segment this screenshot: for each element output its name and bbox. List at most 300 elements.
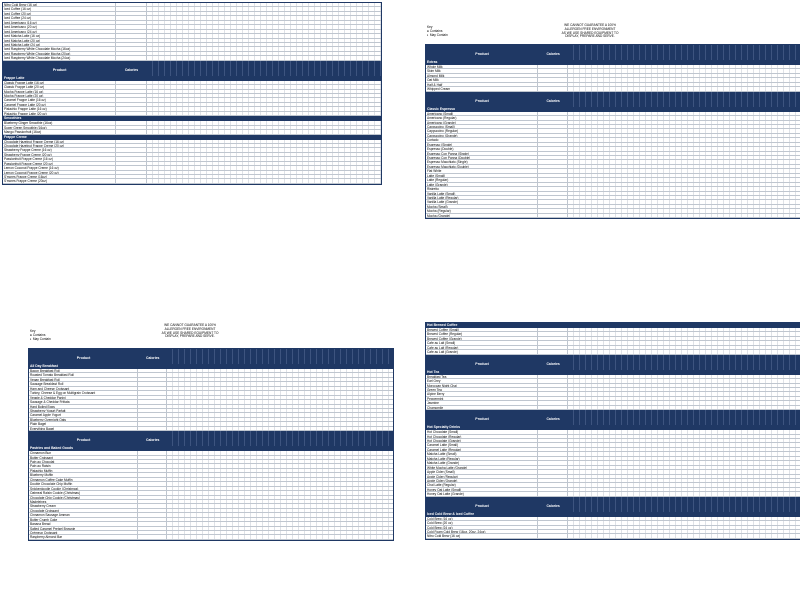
product-name: Mocha Frappe Latte (20 oz) [3, 94, 116, 97]
product-name: Cortado [426, 138, 538, 141]
product-name: Chocolate Hazelnut Frappe Creme (16 oz) [3, 140, 116, 143]
allergen-cells [167, 378, 393, 381]
product-name: Pistachio Frappe Latte (16 oz) [3, 107, 116, 110]
table-header [426, 497, 800, 512]
product-name: Alpine Berry [426, 392, 538, 395]
calories-cell [538, 384, 568, 387]
allergen-cells [147, 21, 381, 24]
table-row [426, 214, 800, 218]
product-name: Matcha Latte (Regular) [426, 457, 538, 460]
product-name: Espresso Con Panna (Double) [426, 156, 538, 159]
allergen-cells [568, 341, 800, 344]
allergen-cells [147, 130, 381, 133]
product-name: Cold Brew (20 oz) [426, 521, 538, 524]
calories-cell [138, 513, 167, 516]
allergen-cells [167, 418, 393, 421]
product-name: Apple Cider (Small) [426, 470, 538, 473]
rows-iced-cold-brew [426, 517, 800, 539]
product-name: Espresso Con Panna (Single) [426, 152, 538, 155]
allergen-cells [167, 527, 393, 530]
allergen-cells [167, 382, 393, 385]
allergen-cells [147, 85, 381, 88]
product-name: Strawberry Cream [29, 504, 138, 507]
header-calories: Calories [546, 52, 560, 56]
calories-cell [116, 103, 146, 106]
header-calories: Calories [546, 361, 560, 366]
allergen-cells [167, 469, 393, 472]
calories-cell [138, 478, 167, 481]
calories-cell [116, 112, 146, 115]
allergen-cells [568, 406, 800, 409]
product-name: Vanilla Latte (Small) [426, 192, 538, 195]
calories-cell [538, 125, 568, 128]
calories-cell [116, 166, 146, 169]
calories-cell [138, 456, 167, 459]
product-name: Salted Caramel Pretzel Brownie [29, 527, 138, 530]
product-name: Blueberry Muffin [29, 473, 138, 476]
product-name: Hard Boiled Eggs [29, 405, 138, 408]
allergen-cells [147, 175, 381, 178]
header-product: Product [475, 52, 489, 56]
allergen-cells [147, 162, 381, 165]
product-name: Sausage Breakfast Roll [29, 382, 138, 385]
allergen-cells [167, 513, 393, 516]
calories-cell [116, 148, 146, 151]
half-dot-icon: ◐ [30, 336, 32, 341]
allergen-cells [167, 496, 393, 499]
calories-cell [538, 439, 568, 442]
calories-cell [116, 130, 146, 133]
product-name: Espresso Macchiato (Double) [426, 165, 538, 168]
calories-cell [138, 504, 167, 507]
product-name: Iced Matcha Latte (16 oz) [3, 34, 116, 37]
calories-cell [538, 69, 568, 72]
allergen-cells [167, 387, 393, 390]
product-name: Vanilla Latte (Regular) [426, 196, 538, 199]
rows-pastries [29, 451, 393, 540]
product-name: Double Chocolate Chip Muffin [29, 482, 138, 485]
calories-cell [538, 156, 568, 159]
product-name: Strawberry Frappe Creme (20 oz) [3, 153, 116, 156]
product-name: Whipped Cream [426, 87, 538, 90]
calories-cell [538, 183, 568, 186]
product-name: Cinnamon Bun [29, 451, 138, 454]
table-header [426, 45, 800, 60]
allergen-cells [167, 400, 393, 403]
allergen-key [30, 330, 51, 341]
allergen-cells [147, 3, 381, 6]
table-header [3, 61, 381, 76]
calories-cell [138, 400, 167, 403]
calories-cell [538, 443, 568, 446]
allergen-cells [568, 379, 800, 382]
allergen-cells [568, 435, 800, 438]
allergen-cells [568, 401, 800, 404]
table-cold-drinks [2, 2, 382, 185]
allergen-cells [568, 138, 800, 141]
calories-cell [538, 192, 568, 195]
calories-cell [538, 160, 568, 163]
allergen-cells [568, 337, 800, 340]
calories-cell [138, 482, 167, 485]
allergen-cells [568, 129, 800, 132]
calories-cell [538, 116, 568, 119]
product-name: Cinnamon Coffee Cake Muffin [29, 478, 138, 481]
header-product: Product [475, 361, 489, 366]
allergen-cells [147, 12, 381, 15]
header-calories: Calories [546, 503, 560, 508]
calories-cell [538, 492, 568, 495]
calories-cell [538, 526, 568, 529]
product-name: Jasmine [426, 401, 538, 404]
calories-cell [538, 187, 568, 190]
allergen-cells [167, 535, 393, 538]
allergen-cells [167, 473, 393, 476]
allergen-cells [167, 482, 393, 485]
filled-dot-icon: ● [427, 28, 429, 33]
header-allergen-columns [167, 431, 393, 446]
calories-cell [138, 378, 167, 381]
allergen-cells [147, 43, 381, 46]
allergen-cells [568, 332, 800, 335]
allergen-cells [568, 121, 800, 124]
allergen-cells [167, 518, 393, 521]
calories-cell [538, 138, 568, 141]
allergen-cells [147, 140, 381, 143]
allergen-cells [568, 488, 800, 491]
product-name: Earl Grey [426, 379, 538, 382]
calories-cell [538, 214, 568, 217]
allergen-cells [568, 448, 800, 451]
product-name: Mango Passionfruit (16oz) [3, 130, 116, 133]
allergen-cells [568, 200, 800, 203]
calories-cell [138, 373, 167, 376]
table-food [28, 348, 394, 541]
product-name: Espresso Macchiato (Single) [426, 160, 538, 163]
calories-cell [116, 90, 146, 93]
calories-cell [538, 521, 568, 524]
allergen-cells [147, 153, 381, 156]
allergen-cells [568, 397, 800, 400]
product-name: Brewed Coffee (Regular) [426, 332, 538, 335]
allergen-cells [568, 165, 800, 168]
calories-cell [116, 175, 146, 178]
allergen-cells [568, 346, 800, 349]
allergen-cells [568, 134, 800, 137]
calories-cell [538, 65, 568, 68]
allergen-cells [147, 144, 381, 147]
allergen-cells [147, 7, 381, 10]
allergen-cells [568, 534, 800, 537]
product-name: Cafe au Lait (Regular) [426, 346, 538, 349]
calories-cell [538, 152, 568, 155]
calories-cell [538, 196, 568, 199]
calories-cell [538, 346, 568, 349]
allergen-cells [568, 452, 800, 455]
product-name: Sausage & Cheddar Frittata [29, 400, 138, 403]
allergen-cells [147, 52, 381, 55]
calories-cell [538, 401, 568, 404]
key-may-contain: ◐ May Contain [427, 32, 448, 37]
allergen-cells [167, 396, 393, 399]
allergen-cells [147, 126, 381, 129]
calories-cell [538, 517, 568, 520]
calories-cell [116, 34, 146, 37]
calories-cell [138, 469, 167, 472]
product-name: Matcha Latte (Grande) [426, 461, 538, 464]
section-iced-cold-brew: Iced Cold Brew & Iced Coffee [426, 512, 800, 517]
product-name: Chai Latte (Regular) [426, 483, 538, 486]
allergen-cells [167, 456, 393, 459]
calories-cell [116, 121, 146, 124]
calories-cell [138, 460, 167, 463]
calories-cell [538, 143, 568, 146]
calories-cell [538, 341, 568, 344]
allergen-cells [568, 530, 800, 533]
table-row [3, 112, 381, 116]
product-name: Whole Milk [426, 65, 538, 68]
allergen-cells [167, 509, 393, 512]
header-allergen-columns [568, 92, 800, 107]
table-header [426, 355, 800, 370]
allergen-cells [167, 427, 393, 430]
product-name: Iced Coffee (20 oz) [3, 12, 116, 15]
calories-cell [138, 531, 167, 534]
allergen-cells [568, 187, 800, 190]
product-name: Honey Oat Latte (Grande) [426, 492, 538, 495]
allergen-cells [568, 384, 800, 387]
product-name: Americano (Small) [426, 112, 538, 115]
allergen-cells [568, 461, 800, 464]
calories-cell [538, 121, 568, 124]
calories-cell [138, 409, 167, 412]
allergen-cells [147, 171, 381, 174]
calories-cell [116, 85, 146, 88]
product-name: Brewed Coffee (Small) [426, 328, 538, 331]
rows-hot-specialty [426, 430, 800, 497]
product-name: Apple Cider (Regular) [426, 475, 538, 478]
calories-cell [138, 391, 167, 394]
allergen-cells [568, 143, 800, 146]
calories-cell [116, 12, 146, 15]
product-name: Half & Half [426, 83, 538, 86]
header-calories: Calories [546, 417, 560, 422]
calories-cell [138, 422, 167, 425]
product-name: Pistachio Frappe Latte (20 oz) [3, 112, 116, 115]
product-name: Iced Americano (20 oz) [3, 25, 116, 28]
allergen-cells [568, 183, 800, 186]
allergen-cells [568, 521, 800, 524]
allergen-cells [167, 487, 393, 490]
rows-breakfast [29, 369, 393, 431]
allergen-cells [167, 409, 393, 412]
allergen-cells [147, 148, 381, 151]
table-header [426, 92, 800, 107]
calories-cell [538, 350, 568, 353]
product-name: Classic Frappe Latte (20 oz) [3, 85, 116, 88]
allergen-cells [568, 439, 800, 442]
product-name: Caramel Latte (Regular) [426, 448, 538, 451]
section-hot-tea: Hot Tea [426, 370, 800, 375]
calories-cell [116, 3, 146, 6]
allergen-cells [147, 157, 381, 160]
allergen-cells [568, 69, 800, 72]
calories-cell [138, 535, 167, 538]
product-name: Crémeux Croissant [29, 531, 138, 534]
product-name: Hot Chocolate (Small) [426, 430, 538, 433]
calories-cell [538, 165, 568, 168]
calories-cell [538, 448, 568, 451]
table-row [3, 179, 381, 183]
key-may-contain: ◐ May Contain [30, 336, 51, 341]
calories-cell [138, 496, 167, 499]
allergen-cells [167, 451, 393, 454]
product-name: Caramel Frappe Latte (16 oz) [3, 98, 116, 101]
calories-cell [116, 98, 146, 101]
allergen-cells [568, 192, 800, 195]
product-name: Iced Matcha Latte (20 oz) [3, 39, 116, 42]
product-name: Matcha Latte (Small) [426, 452, 538, 455]
rows-smoothies [3, 121, 381, 134]
section-smoothies: Smoothies [3, 116, 381, 121]
calories-cell [538, 461, 568, 464]
header-calories: Calories [546, 98, 560, 103]
allergen-cells [568, 483, 800, 486]
header-calories: Calories [146, 438, 160, 443]
table-header [426, 410, 800, 425]
product-name: Strawberry Yogurt Parfait [29, 409, 138, 412]
calories-cell [538, 392, 568, 395]
header-product: Product [76, 438, 91, 443]
allergen-cells [147, 121, 381, 124]
calories-cell [538, 332, 568, 335]
calories-cell [116, 47, 146, 50]
calories-cell [538, 483, 568, 486]
product-name: Flat White [426, 169, 538, 172]
header-product: Product [52, 67, 67, 72]
header-allergen-columns [167, 349, 393, 364]
product-name: Skim Milk [426, 69, 538, 72]
calories-cell [138, 396, 167, 399]
product-name: Iced Matcha Latte (24 oz) [3, 43, 116, 46]
allergen-cells [147, 107, 381, 110]
calories-cell [538, 534, 568, 537]
calories-cell [538, 470, 568, 473]
product-name: S'mores Frappe Creme (16oz) [3, 175, 116, 178]
allergen-cells [568, 492, 800, 495]
section-extras: Extras [426, 60, 800, 65]
allergen-cells [568, 470, 800, 473]
table-header [29, 349, 393, 364]
calories-cell [116, 56, 146, 59]
allergen-cells [147, 103, 381, 106]
calories-cell [538, 112, 568, 115]
product-name: Green Tea [426, 388, 538, 391]
product-name: Ristretto [426, 187, 538, 190]
product-name: Nitro Cold Brew (16 oz) [426, 534, 538, 537]
product-name: Bacon Breakfast Roll [29, 369, 138, 372]
calories-cell [538, 169, 568, 172]
product-name: Pain au Chocolat [29, 460, 138, 463]
product-name: Passionfruit Frappe Creme (16 oz) [3, 157, 116, 160]
calories-cell [538, 488, 568, 491]
section-frappe-creme: Frappe Creme [3, 135, 381, 140]
allergen-cells [147, 112, 381, 115]
product-name: Chamomile [426, 406, 538, 409]
allergen-cells [147, 16, 381, 19]
product-name: Oatmeal Raisin Cookie (Christmas) [29, 491, 138, 494]
half-dot-icon: ◐ [427, 32, 429, 37]
allergen-cells [568, 178, 800, 181]
product-name: Cinnamon Sausage Amman [29, 513, 138, 516]
calories-cell [138, 522, 167, 525]
product-name: Iced Raspberry White Chocolate Mocha (20oz) [3, 52, 116, 55]
calories-cell [538, 147, 568, 150]
product-name: Blueberry Ginger Smoothie (16oz) [3, 121, 116, 124]
header-allergen-columns [147, 61, 381, 76]
allergen-cells [147, 179, 381, 182]
allergen-cells [568, 526, 800, 529]
allergen-cells [147, 98, 381, 101]
product-name: Cappuccino (Grande) [426, 134, 538, 137]
product-name: Caramel Apple Yogurt [29, 413, 138, 416]
product-name: S'mores Frappe Creme (20oz) [3, 179, 116, 182]
allergen-cells [167, 500, 393, 503]
rows-classic-espresso [426, 112, 800, 219]
calories-cell [138, 473, 167, 476]
calories-cell [116, 52, 146, 55]
allergen-cells [568, 152, 800, 155]
header-allergen-columns [568, 45, 800, 60]
calories-cell [538, 406, 568, 409]
product-name: Cafe au Lait (Grande) [426, 350, 538, 353]
header-calories: Calories [146, 356, 160, 360]
table-row [3, 130, 381, 134]
allergen-cells [568, 392, 800, 395]
allergen-cells [147, 81, 381, 84]
product-name: Blueberry Overnight Oats [29, 418, 138, 421]
product-name: Cappuccino (Small) [426, 125, 538, 128]
allergen-cells [568, 479, 800, 482]
header-allergen-columns [568, 497, 800, 512]
calories-cell [116, 153, 146, 156]
product-name: Classic Frappe Latte (16 oz) [3, 81, 116, 84]
header-calories: Calories [124, 67, 139, 72]
calories-cell [116, 81, 146, 84]
calories-cell [538, 74, 568, 77]
product-name: Almond Milk [426, 74, 538, 77]
calories-cell [138, 418, 167, 421]
allergen-cells [568, 328, 800, 331]
calories-cell [138, 382, 167, 385]
product-name: Moroccan Night Chai [426, 384, 538, 387]
allergen-cells [568, 475, 800, 478]
calories-cell [538, 388, 568, 391]
product-name: Iced Raspberry White Chocolate Mocha (16oz) [3, 47, 116, 50]
calories-cell [538, 452, 568, 455]
calories-cell [138, 427, 167, 430]
calories-cell [138, 527, 167, 530]
calories-cell [138, 509, 167, 512]
allergen-cells [568, 169, 800, 172]
product-name: Apple Cider (Grande) [426, 479, 538, 482]
allergen-cells [147, 56, 381, 59]
header-allergen-columns [568, 355, 800, 370]
product-name: Madeleines [29, 500, 138, 503]
allergen-cells [167, 422, 393, 425]
product-name: Oat Milk [426, 78, 538, 81]
product-name: Nitro Cold Brew (16 oz) [3, 3, 116, 6]
